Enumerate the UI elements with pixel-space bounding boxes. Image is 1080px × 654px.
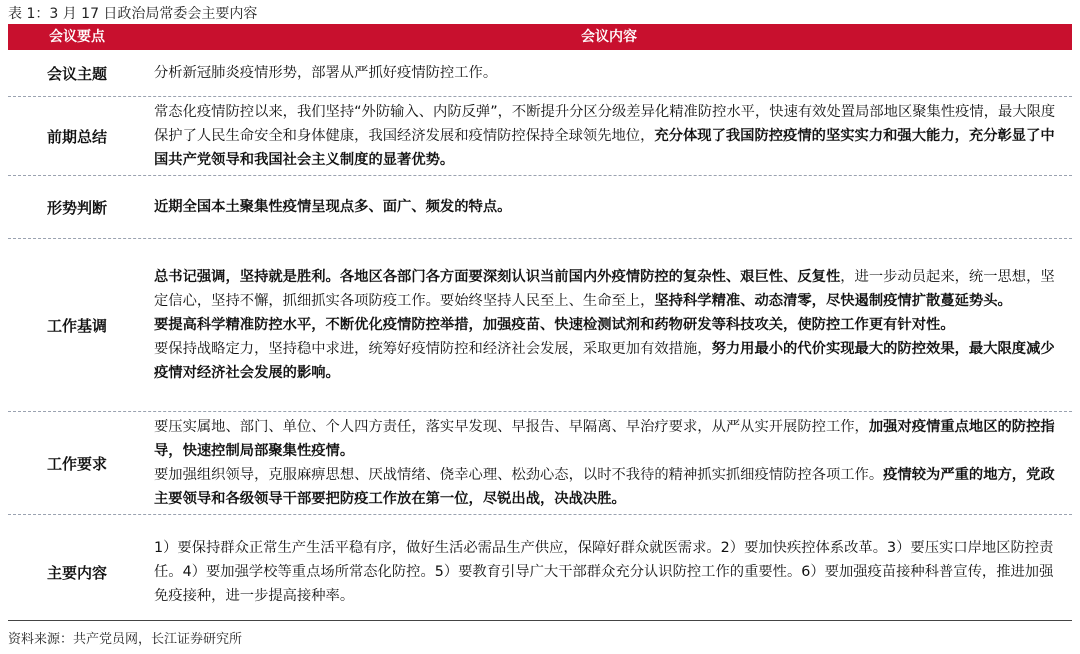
table-row	[8, 50, 1072, 97]
meeting-table	[8, 24, 1072, 629]
table-caption: 表 1：3 月 17 日政治局常委会主要内容	[8, 6, 258, 22]
row-content	[146, 50, 1072, 96]
row-key: 前期总结	[46, 127, 107, 146]
emphasis-text: 坚持科学精准、动态清零，尽快遏制疫情扩散蔓延势头。	[654, 293, 1012, 309]
source-note: 资料来源：共产党员网，长江证券研究所	[8, 632, 243, 647]
body-text: 要加强组织领导，克服麻痹思想、厌战情绪、侥幸心理、松劲心态，以时不我待的精神抓实抓细疫情防控各项工作。	[154, 467, 884, 483]
row-key: 工作基调	[46, 316, 107, 335]
content-paragraph	[154, 337, 1064, 385]
emphasis-text: 总书记强调，坚持就是胜利。各地区各部门各方面要深刻认识当前国内外疫情防控的复杂性、艰巨性、反复性	[154, 269, 841, 285]
body-text: 分析新冠肺炎疫情形势，部署从严抓好疫情防控工作。	[154, 65, 498, 81]
content-paragraph	[154, 265, 1064, 313]
row-content	[146, 239, 1072, 411]
row-key: 会议主题	[46, 64, 107, 83]
table-row	[8, 412, 1072, 515]
table-body	[8, 50, 1072, 629]
header-key-col: 会议要点	[49, 29, 105, 45]
body-text: ，进一步动员起来，统一思想，坚定信心，坚持不懈，抓细抓实各项防疫工作。要始终坚持人民至上、生命至上，	[154, 269, 1055, 309]
content-paragraph	[154, 195, 1064, 219]
content-paragraph	[154, 100, 1064, 172]
emphasis-text: 努力用最小的代价实现最大的防控效果，最大限度减少疫情对经济社会发展的影响。	[154, 341, 1055, 381]
row-content	[146, 412, 1072, 514]
row-key: 形势判断	[46, 198, 107, 217]
body-text: 要保持战略定力，坚持稳中求进，统筹好疫情防控和经济社会发展，采取更加有效措施，	[154, 341, 712, 357]
content-paragraph	[154, 463, 1064, 511]
emphasis-text: 近期全国本土聚集性疫情呈现点多、面广、频发的特点。	[154, 199, 512, 215]
emphasis-text: 充分体现了我国防控疫情的坚实实力和强大能力，充分彰显了中国共产党领导和我国社会主义制度的显著优势。	[154, 128, 1055, 168]
emphasis-text: 加强对疫情重点地区的防控指导，快速控制局部聚集性疫情。	[154, 419, 1055, 459]
row-content	[146, 97, 1072, 175]
content-paragraph	[154, 61, 1064, 85]
body-text: 要压实属地、部门、单位、个人四方责任，落实早发现、早报告、早隔离、早治疗要求，从严从实开展防控工作，	[154, 419, 869, 435]
table-row	[8, 176, 1072, 239]
table-bottom-rule	[8, 620, 1072, 621]
body-text: 1）要保持群众正常生产生活平稳有序，做好生活必需品生产供应，保障好群众就医需求。2）要加快疾控体系改革。3）要压实口岸地区防控责任。4）要加强学校等重点场所常态化防控。5）要教育引导广大干部群众充分认识防控工作的重要性。6）要加强疫苗接种科普宣传，推进加强免疫接种，进一步提高接种率。	[154, 540, 1054, 604]
body-text: 常态化疫情防控以来，我们坚持“外防输入、内防反弹”，不断提升分区分级差异化精准防控水平，快速有效处置局部地区聚集性疫情，最大限度保护了人民生命安全和身体健康，我国经济发展和疫情防控保持全球领先地位，	[154, 104, 1056, 144]
emphasis-text: 要提高科学精准防控水平，不断优化疫情防控举措，加强疫苗、快速检测试剂和药物研发等科技攻关，使防控工作更有针对性。	[154, 317, 955, 333]
table-row	[8, 97, 1072, 176]
table-row	[8, 515, 1072, 629]
content-paragraph	[154, 415, 1064, 463]
content-paragraph	[154, 313, 1064, 337]
table-header	[8, 24, 1072, 50]
row-key: 主要内容	[46, 563, 107, 582]
emphasis-text: 疫情较为严重的地方，党政主要领导和各级领导干部要把防疫工作放在第一位，尽锐出战，决战决胜。	[154, 467, 1055, 507]
row-content	[146, 515, 1072, 629]
content-paragraph	[154, 536, 1064, 608]
table-row	[8, 239, 1072, 412]
row-content	[146, 176, 1072, 238]
header-value-col: 会议内容	[581, 29, 637, 45]
row-key: 工作要求	[46, 454, 107, 473]
